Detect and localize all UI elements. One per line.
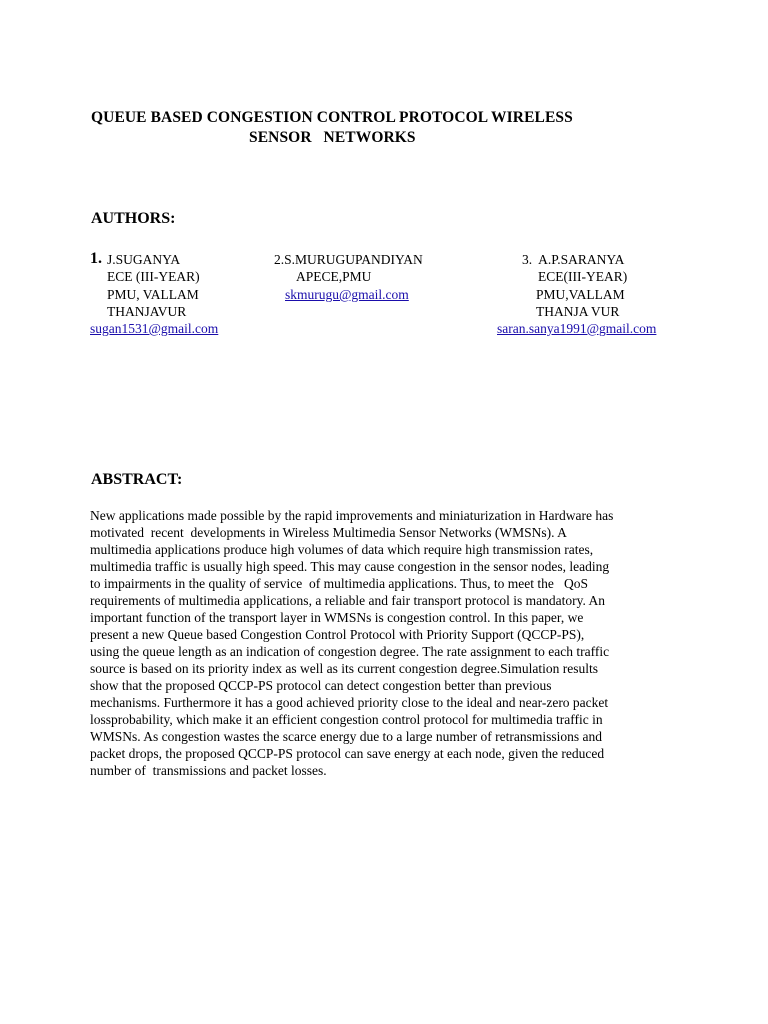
abstract-line: important function of the transport layer in WMSNs is congestion control. In this paper, we — [90, 610, 584, 625]
author-3-affiliation: PMU,VALLAM — [536, 287, 625, 302]
abstract-line: number of transmissions and packet losses. — [90, 763, 327, 778]
author-1-number: 1. — [90, 250, 102, 267]
author-3-city: THANJA VUR — [536, 304, 620, 319]
abstract-body — [90, 507, 680, 779]
author-3-name: 3. A.P.SARANYA — [522, 252, 625, 267]
authors-heading: AUTHORS: — [91, 210, 176, 227]
abstract-line: present a new Queue based Congestion Control Protocol with Priority Support (QCCP-PS), — [90, 627, 585, 642]
abstract-line: multimedia traffic is usually high speed. This may cause congestion in the sensor nodes, leading — [90, 559, 610, 574]
abstract-line: lossprobability, which make it an efficient congestion control protocol for multimedia traffic in — [90, 712, 603, 727]
author-3-dept: ECE(III-YEAR) — [538, 269, 628, 284]
abstract-line: source is based on its priority index as well as its current congestion degree.Simulation results — [90, 661, 599, 676]
abstract-line: requirements of multimedia applications, a reliable and fair transport protocol is mandatory. An — [90, 593, 605, 608]
abstract-heading: ABSTRACT: — [91, 471, 183, 488]
author-3-email-link[interactable]: saran.sanya1991@gmail.com — [497, 321, 657, 336]
abstract-line: packet drops, the proposed QCCP-PS protocol can save energy at each node, given the reduced — [90, 746, 605, 761]
author-2-dept: APECE,PMU — [296, 269, 372, 284]
abstract-line: motivated recent developments in Wireless Multimedia Sensor Networks (WMSNs). A — [90, 525, 567, 540]
abstract-line: WMSNs. As congestion wastes the scarce energy due to a large number of retransmissions and — [90, 729, 603, 744]
abstract-line: mechanisms. Furthermore it has a good achieved priority close to the ideal and near-zero packet — [90, 695, 609, 710]
abstract-line: New applications made possible by the rapid improvements and miniaturization in Hardware has — [90, 508, 614, 523]
paper-title-line-1: QUEUE BASED CONGESTION CONTROL PROTOCOL WIRELESS — [91, 109, 573, 126]
abstract-line: show that the proposed QCCP-PS protocol can detect congestion better than previous — [90, 678, 552, 693]
author-2-name: 2.S.MURUGUPANDIYAN — [274, 252, 423, 267]
author-2-email-link[interactable]: skmurugu@gmail.com — [285, 287, 409, 302]
author-1-dept: ECE (III-YEAR) — [107, 269, 200, 284]
author-1-affiliation: PMU, VALLAM — [107, 287, 199, 302]
author-1-city: THANJAVUR — [107, 304, 187, 319]
abstract-line: using the queue length as an indication of congestion degree. The rate assignment to each traffic — [90, 644, 610, 659]
paper-title-line-2: SENSOR NETWORKS — [249, 129, 416, 146]
author-1-email-link[interactable]: sugan1531@gmail.com — [90, 321, 219, 336]
author-1-name: J.SUGANYA — [107, 252, 181, 267]
abstract-line: multimedia applications produce high volumes of data which require high transmission rates, — [90, 542, 594, 557]
abstract-line: to impairments in the quality of service of multimedia applications. Thus, to meet the QoS — [90, 576, 589, 591]
